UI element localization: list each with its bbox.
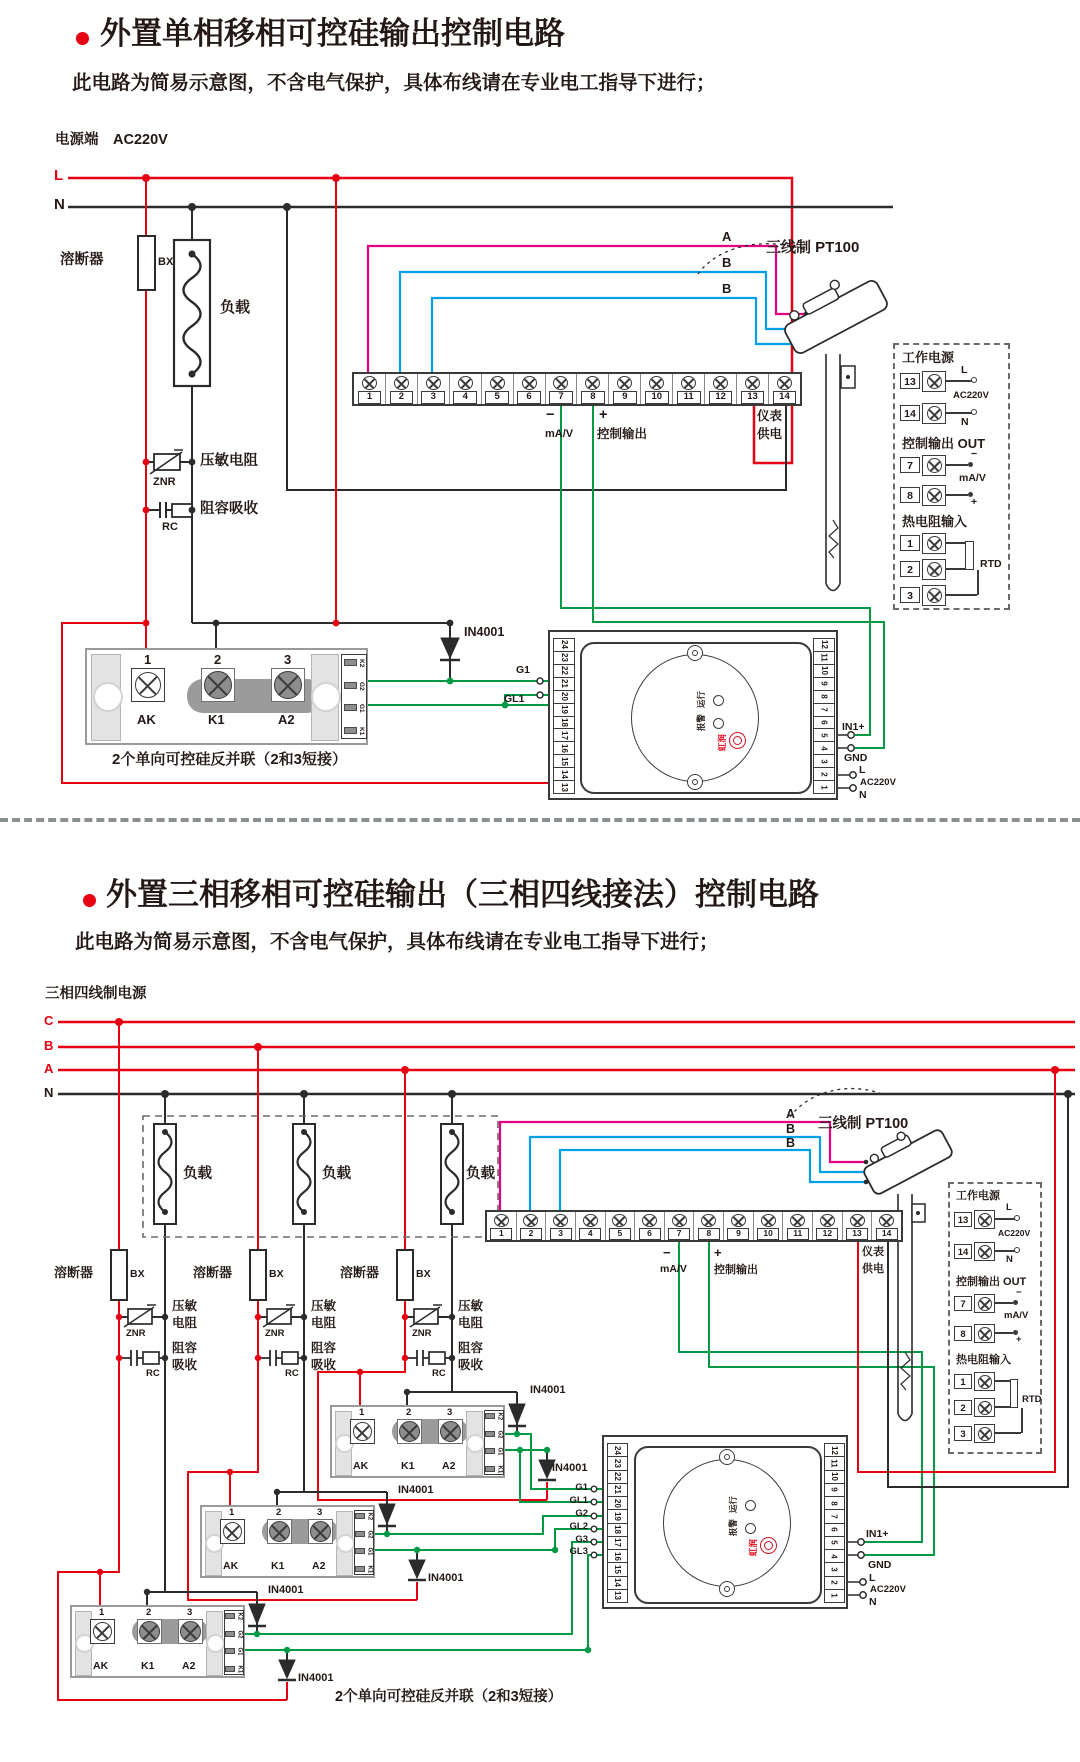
gate-slot <box>355 1548 365 1554</box>
diode1-label: IN4001 <box>464 625 505 639</box>
power-voltage: AC220V <box>113 132 168 148</box>
screw-icon <box>617 376 632 390</box>
gate-label: GL3 <box>569 1546 588 1558</box>
screw-icon <box>585 376 600 390</box>
black-junctions <box>188 203 453 626</box>
controller-terminal: 20 <box>608 1497 627 1510</box>
fuse1-label: 溶断器 <box>54 1265 94 1280</box>
meter-supply-2: 供电 <box>862 1263 884 1275</box>
screw-icon <box>642 1214 657 1227</box>
controller-terminal: 19 <box>608 1510 627 1523</box>
terminal-cell: 11 <box>673 374 705 404</box>
io-panel: 工作电源 13 L AC220V 14 N 控制输出 OUT 7 − mA/V 8 + 热电阻输入 1 2 3 RTD <box>893 343 1010 610</box>
load2-label: 负载 <box>322 1166 351 1182</box>
run-label: 运行 <box>695 691 706 709</box>
znr-code: ZNR <box>153 476 176 488</box>
terminal-cell: 13 <box>843 1212 873 1240</box>
terminal-cell: 8 <box>694 1212 724 1240</box>
controller-terminal: 11 <box>814 652 834 665</box>
meter-supply-n-wire <box>287 207 786 490</box>
gate-slot <box>225 1613 235 1619</box>
phase-b-label: B <box>44 1038 54 1053</box>
line-n-label: N <box>54 196 65 213</box>
controller-terminal: 18 <box>608 1524 627 1537</box>
section-divider <box>0 818 1080 822</box>
rc-code: RC <box>162 521 178 533</box>
screw-icon <box>612 1214 627 1227</box>
pt100-wire-b1 <box>400 272 810 372</box>
fuse2-label: 溶断器 <box>193 1265 233 1280</box>
pt100-wire-a <box>368 246 806 372</box>
znr-label: 压敏电阻 <box>200 453 258 469</box>
terminal-cell: 5 <box>606 1212 636 1240</box>
controller-terminal: 7 <box>825 1510 844 1523</box>
brand-label: 虹润 <box>747 1539 758 1557</box>
alarm-led <box>713 718 724 729</box>
panel-n: N <box>1006 1254 1013 1265</box>
ctrl-n-label: N <box>869 1596 877 1608</box>
scr-note: 2个单向可控硅反并联（2和3短接） <box>335 1689 563 1705</box>
fuse-label: 溶断器 <box>60 252 104 268</box>
out-minus: − <box>546 407 555 423</box>
panel-ctrl-out: 控制输出 OUT <box>956 1276 1027 1288</box>
controller-terminal: 2 <box>814 768 834 781</box>
phase-c-drop <box>100 1022 119 1619</box>
out-label: 控制输出 <box>714 1264 758 1276</box>
alarm-led <box>745 1523 756 1534</box>
panel-l: L <box>1006 1202 1012 1213</box>
screw-icon <box>522 376 537 390</box>
terminal-strip <box>485 1210 903 1242</box>
terminal-cell: 5 <box>482 374 514 404</box>
terminal-cell: 13 <box>737 374 769 404</box>
wire-b2-label: B <box>786 1136 796 1150</box>
terminal-cell: 4 <box>576 1212 606 1240</box>
load1-label: 负载 <box>183 1166 212 1182</box>
terminal-cell: 14 <box>769 374 800 404</box>
power-label: 电源端 <box>55 132 99 148</box>
rtd-resistor <box>965 541 974 570</box>
controller-terminal: 1 <box>819 784 829 790</box>
gate-slot <box>485 1466 495 1472</box>
gate-gl1-label: GL1 <box>504 693 525 705</box>
terminal-cell: 12 <box>705 374 737 404</box>
znr3-code: ZNR <box>412 1328 432 1339</box>
controller-terminal: 23 <box>554 652 574 665</box>
znr2-l1: 压敏 <box>311 1299 337 1313</box>
wire-b1-label: B <box>722 255 732 270</box>
io-panel: 工作电源 13 L AC220V 14 N 控制输出 OUT 7 − mA/V 8 + 热电阻输入 1 2 3 RTD <box>948 1182 1042 1454</box>
terminal-cell: 10 <box>754 1212 784 1240</box>
terminal-strip <box>352 372 802 406</box>
terminal-cell: 6 <box>635 1212 665 1240</box>
controller-terminal: 16 <box>608 1550 627 1563</box>
out-plus: + <box>599 407 608 423</box>
controller-terminal: 12 <box>814 639 834 652</box>
fuse3-label: 溶断器 <box>340 1265 380 1280</box>
gate-slot <box>344 682 357 689</box>
terminal-cell: 10 <box>641 374 673 404</box>
terminal-cell: 12 <box>813 1212 843 1240</box>
scr-module-1: 1 2 3 AK K1 A2 K2 G2 G1 K1 <box>330 1405 505 1478</box>
controller-terminal: 24 <box>554 639 574 652</box>
terminal-cell: 4 <box>450 374 482 404</box>
controller-terminal: 17 <box>608 1537 627 1550</box>
fuse2-code: BX <box>269 1268 284 1280</box>
controller-terminal: 8 <box>814 691 834 704</box>
controller-terminal: 1 <box>829 1593 839 1599</box>
gnd-label: GND <box>868 1559 892 1571</box>
znr1-l1: 压敏 <box>172 1299 198 1313</box>
gate-slot <box>485 1413 495 1419</box>
screw-icon <box>553 1214 568 1227</box>
screw-icon <box>761 1214 776 1227</box>
panel-plus: + <box>971 496 978 508</box>
meter-supply-1: 仪表 <box>862 1246 884 1258</box>
panel-rtd: RTD <box>980 558 1002 570</box>
controller-terminal: 21 <box>608 1484 627 1497</box>
terminal-cell: 1 <box>487 1212 517 1240</box>
screw-icon <box>701 1214 716 1227</box>
title-bullet <box>83 894 96 907</box>
gate-slot <box>344 727 357 734</box>
znr3-l2: 电阻 <box>458 1316 484 1330</box>
scr-note: 2个单向可控硅反并联（2和3短接） <box>112 751 348 768</box>
gate-slot <box>485 1448 495 1454</box>
panel-rtd-in: 热电阻输入 <box>902 514 968 529</box>
panel-plus: + <box>1016 1334 1022 1345</box>
panel-rtd-in: 热电阻输入 <box>956 1354 1011 1366</box>
screw-icon <box>879 1214 894 1227</box>
ctrl-n-label: N <box>859 789 867 801</box>
alarm-label: 报警 <box>727 1519 738 1537</box>
controller-terminal: 23 <box>608 1457 627 1470</box>
screw-icon <box>681 376 696 390</box>
screw-icon <box>494 1214 509 1227</box>
rc-label: 阻容吸收 <box>200 501 258 517</box>
controller-terminal: 21 <box>554 678 574 691</box>
rc1-code: RC <box>146 1368 160 1379</box>
terminal-cell: 11 <box>783 1212 813 1240</box>
screw-icon <box>672 1214 687 1227</box>
run-led <box>713 695 724 706</box>
screw-icon <box>490 376 505 390</box>
controller-stubs <box>846 1542 860 1595</box>
load-symbol <box>174 240 210 386</box>
controller-terminal: 11 <box>825 1457 844 1470</box>
controller-terminal: 6 <box>825 1524 844 1537</box>
controller-terminal: 12 <box>825 1444 844 1457</box>
ctrl-ac-label: AC220V <box>870 1584 906 1595</box>
controller-terminal: 15 <box>554 755 574 768</box>
screw-icon <box>553 376 568 390</box>
terminal-cell: 6 <box>514 374 546 404</box>
rc3-l1: 阻容 <box>458 1341 484 1355</box>
power-label: 三相四线制电源 <box>45 986 147 1002</box>
out-mav: mA/V <box>545 428 574 440</box>
controller-terminal: 6 <box>814 717 834 730</box>
controller-terminal: 5 <box>825 1537 844 1550</box>
rc2-code: RC <box>285 1368 299 1379</box>
panel-ac: AC220V <box>998 1228 1031 1238</box>
screw-icon <box>523 1214 538 1227</box>
wire-a-label: A <box>786 1107 796 1121</box>
controller-terminal: 10 <box>825 1471 844 1484</box>
ctrl-l-label: L <box>869 1572 876 1584</box>
screw-icon <box>583 1214 598 1227</box>
pt100-wire-b1 <box>530 1137 866 1210</box>
screw-icon <box>394 376 409 390</box>
scr-module-3: 1 2 3 AK K1 A2 K2 G2 G1 K1 <box>70 1605 245 1678</box>
brand-label: 虹润 <box>716 734 727 752</box>
out-mav: mA/V <box>660 1263 687 1275</box>
rc1-l1: 阻容 <box>172 1341 198 1355</box>
fuse3-code: BX <box>416 1268 431 1280</box>
rc2-l2: 吸收 <box>311 1358 337 1372</box>
terminal-cell: 7 <box>546 374 578 404</box>
controller-terminal: 13 <box>613 1591 622 1601</box>
controller-terminal: 22 <box>554 665 574 678</box>
panel-minus: − <box>1016 1287 1022 1298</box>
page-title: 外置三相移相可控硅输出（三相四线接法）控制电路 <box>106 877 819 912</box>
scr-module-2: 1 2 3 AK K1 A2 K2 G2 G1 K1 <box>200 1505 375 1578</box>
phase-a-drop <box>360 1070 405 1419</box>
green-junctions <box>447 678 509 709</box>
phase-n-label: N <box>44 1085 54 1100</box>
controller-terminal: 16 <box>554 742 574 755</box>
screw-icon <box>731 1214 746 1227</box>
gate-circles <box>591 1486 597 1558</box>
pt100-label: 三线制 PT100 <box>818 1116 909 1132</box>
m3-d1-label: IN4001 <box>268 1584 304 1596</box>
terminal-cell: 1 <box>354 374 386 404</box>
screw-icon <box>850 1214 865 1227</box>
gate-slot <box>225 1631 235 1637</box>
red-junctions <box>142 174 340 626</box>
rc3-code: RC <box>432 1368 446 1379</box>
screw-icon <box>713 376 728 390</box>
fuse1 <box>111 1250 127 1300</box>
fuse-code: BX <box>158 256 174 268</box>
controller-terminal: 22 <box>608 1471 627 1484</box>
meter-supply-1: 仪表 <box>757 409 783 423</box>
gate-slot <box>355 1513 365 1519</box>
screw-icon <box>426 376 441 390</box>
controller-terminal: 14 <box>554 768 574 781</box>
panel-l: L <box>961 364 968 376</box>
in1-label: IN1+ <box>842 721 865 733</box>
gate-slot <box>355 1566 365 1572</box>
znr1-l2: 电阻 <box>172 1316 198 1330</box>
znr3-l1: 压敏 <box>458 1299 484 1313</box>
wire-b2-label: B <box>722 281 732 296</box>
controller-terminal: 10 <box>814 665 834 678</box>
line-l-label: L <box>54 167 64 184</box>
controller-terminal: 18 <box>554 717 574 730</box>
page-title: 外置单相移相可控硅输出控制电路 <box>100 16 565 51</box>
controller-terminal: 9 <box>814 678 834 691</box>
panel-minus: − <box>971 448 978 460</box>
panel-n: N <box>961 416 969 428</box>
gate-connector: K2 G2 G1 K1 <box>341 654 367 739</box>
gate-slot <box>225 1666 235 1672</box>
m1-d2-label: IN4001 <box>552 1462 588 1474</box>
controller-terminal: 19 <box>554 704 574 717</box>
phase-a-label: A <box>44 1061 54 1076</box>
varistor-znr <box>146 450 192 474</box>
pt100-wire-b2 <box>432 298 814 372</box>
panel-mav: mA/V <box>959 472 986 484</box>
phase-c-label: C <box>44 1013 54 1028</box>
section-single-phase <box>0 0 1080 818</box>
panel-ac: AC220V <box>953 390 989 401</box>
fuse3 <box>397 1250 413 1300</box>
fuse-symbol <box>138 236 155 290</box>
section-three-phase <box>0 832 1080 1762</box>
gate-label: GL2 <box>569 1520 588 1532</box>
panel-rtd: RTD <box>1022 1394 1042 1405</box>
out-plus: + <box>714 1245 722 1260</box>
gnd-label: GND <box>844 752 868 764</box>
terminal-cell: 9 <box>609 374 641 404</box>
controller-terminal: 3 <box>814 755 834 768</box>
m2-d1-label: IN4001 <box>398 1484 434 1496</box>
out-label: 控制输出 <box>597 427 648 441</box>
controller-terminal: 8 <box>825 1497 844 1510</box>
controller-terminal: 5 <box>814 729 834 742</box>
controller-terminal: 14 <box>608 1577 627 1590</box>
controller-terminal: 13 <box>559 782 569 792</box>
controller-terminal: 24 <box>608 1444 627 1457</box>
panel-work-power: 工作电源 <box>902 350 955 365</box>
terminal-cell: 7 <box>665 1212 695 1240</box>
subtitle: 此电路为简易示意图，不含电气保护，具体布线请在专业电工指导下进行； <box>75 931 719 953</box>
znr2-code: ZNR <box>265 1328 285 1339</box>
controller-terminal: 3 <box>825 1563 844 1576</box>
screw-icon <box>790 1214 805 1227</box>
panel-work-power: 工作电源 <box>956 1190 1000 1202</box>
out-minus: − <box>663 1245 671 1260</box>
controller-terminal: 7 <box>814 704 834 717</box>
load-label: 负载 <box>220 299 251 316</box>
gate-labels <box>534 1483 588 1557</box>
screw-icon <box>458 376 473 390</box>
screw-icon <box>362 376 377 390</box>
subtitle: 此电路为简易示意图，不含电气保护，具体布线请在专业电工指导下进行； <box>72 72 716 94</box>
gate-slot <box>485 1431 495 1437</box>
ctrl-l-label: L <box>859 764 866 776</box>
gate-slot <box>355 1531 365 1537</box>
in1-label: IN1+ <box>866 1528 889 1540</box>
controller-terminal: 20 <box>554 691 574 704</box>
rc-snubber <box>146 502 192 518</box>
controller-terminal: 2 <box>825 1577 844 1590</box>
fuse2 <box>250 1250 266 1300</box>
gate-slot <box>225 1648 235 1654</box>
scr-module: 1 2 3 AK K1 A2 K2 G2 G1 K1 <box>85 648 368 745</box>
panel-ctrl-out: 控制输出 OUT <box>902 436 986 451</box>
wire-b1-label: B <box>786 1122 796 1136</box>
screw-icon <box>777 376 792 390</box>
rc1-l2: 吸收 <box>172 1358 198 1372</box>
load3-label: 负载 <box>466 1166 495 1182</box>
meter-supply-2: 供电 <box>757 427 783 441</box>
run-label: 运行 <box>727 1496 738 1514</box>
screw-icon <box>820 1214 835 1227</box>
controller-unit <box>548 630 838 800</box>
terminal-cell: 8 <box>577 374 609 404</box>
gate-label: G1 <box>575 1482 588 1493</box>
znr1-code: ZNR <box>126 1328 146 1339</box>
controller-unit <box>602 1435 848 1609</box>
panel-mav: mA/V <box>1004 1310 1029 1321</box>
gate-label: G3 <box>575 1533 588 1545</box>
terminal-cell: 3 <box>546 1212 576 1240</box>
screw-icon <box>649 376 664 390</box>
terminal-cell: 2 <box>517 1212 547 1240</box>
m2-d2-label: IN4001 <box>428 1572 464 1584</box>
terminal-cell: 14 <box>872 1212 901 1240</box>
title-bullet <box>76 32 89 45</box>
controller-terminal: 15 <box>608 1563 627 1576</box>
rtd-resistor <box>1010 1379 1018 1408</box>
terminal-cell: 2 <box>386 374 418 404</box>
controller-terminal: 4 <box>814 742 834 755</box>
gate-g1-label: G1 <box>516 664 531 676</box>
terminal-cell: 3 <box>418 374 450 404</box>
fuse1-code: BX <box>130 1268 145 1280</box>
terminal-cell: 9 <box>724 1212 754 1240</box>
screw-icon <box>745 376 760 390</box>
diode-in4001-1 <box>440 623 460 681</box>
alarm-label: 报警 <box>695 714 706 732</box>
rc2-l1: 阻容 <box>311 1341 337 1355</box>
gate-label: G2 <box>575 1507 588 1519</box>
gate-slot <box>344 704 357 711</box>
m1-d1-label: IN4001 <box>530 1384 566 1396</box>
m3-d2-label: IN4001 <box>298 1672 334 1684</box>
rc3-l2: 吸收 <box>458 1358 484 1372</box>
znr2-l2: 电阻 <box>311 1316 337 1330</box>
run-led <box>745 1500 756 1511</box>
ctrl-ac-label: AC220V <box>860 777 896 788</box>
controller-terminal: 9 <box>825 1484 844 1497</box>
controller-terminal: 4 <box>825 1550 844 1563</box>
pt100-label: 三线制 PT100 <box>766 239 860 256</box>
gate-label: GL1 <box>569 1494 588 1506</box>
gate-slot <box>344 659 357 666</box>
controller-terminal: 17 <box>554 729 574 742</box>
wire-a-label: A <box>722 229 732 244</box>
